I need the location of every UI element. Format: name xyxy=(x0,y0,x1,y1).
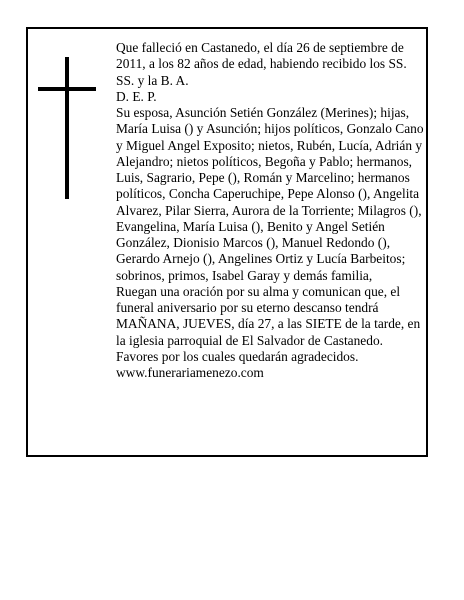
website: www.funerariamenezo.com xyxy=(116,365,264,380)
obituary-notice xyxy=(26,27,428,457)
cross-vertical-bar xyxy=(65,57,69,199)
family-list: Su esposa, Asunción Setién González (Merines); hijas, María Luisa () y Asunción; hijos políticos, Gonzalo Cano y Miguel Angel Exposito; nietos, Rubén, Lucía, Adrián y Alejandro; nietos políticos, Begoña y Pablo; hermanos, Luis, Sagrario, Pepe (), Román y Marcelino; hermanos políticos, Concha Caperuchipe, Pepe Alonso (), Angelita Alvarez, Pilar Sierra, Aurora de la Torriente; Milagros (), Evangelina, María Luisa (), Benito y Angel Setién González, Dionisio Marcos (), Manuel Redondo (), Gerardo Arnejo (), Angelines Ortiz y Lucía Barbeitos; sobrinos, primos, Isabel Garay y demás familia, xyxy=(116,105,424,283)
funeral-details: Ruegan una oración por su alma y comunican que, el funeral aniversario por su eterno descanso tendrá MAÑANA, JUEVES, día 27, a las SIETE de la tarde, en la iglesia parroquial de El Salvador de Castanedo. Favores por los cuales quedarán agradecidos. xyxy=(116,283,421,364)
notice-text xyxy=(116,40,426,381)
death-announcement: Que falleció en Castanedo, el día 26 de septiembre de 2011, a los 82 años de edad, habiendo recibido los SS. SS. y la B. A. xyxy=(116,40,407,88)
cross-icon xyxy=(38,57,96,199)
rest-in-peace: D. E. P. xyxy=(116,88,157,104)
cross-horizontal-bar xyxy=(38,87,96,91)
